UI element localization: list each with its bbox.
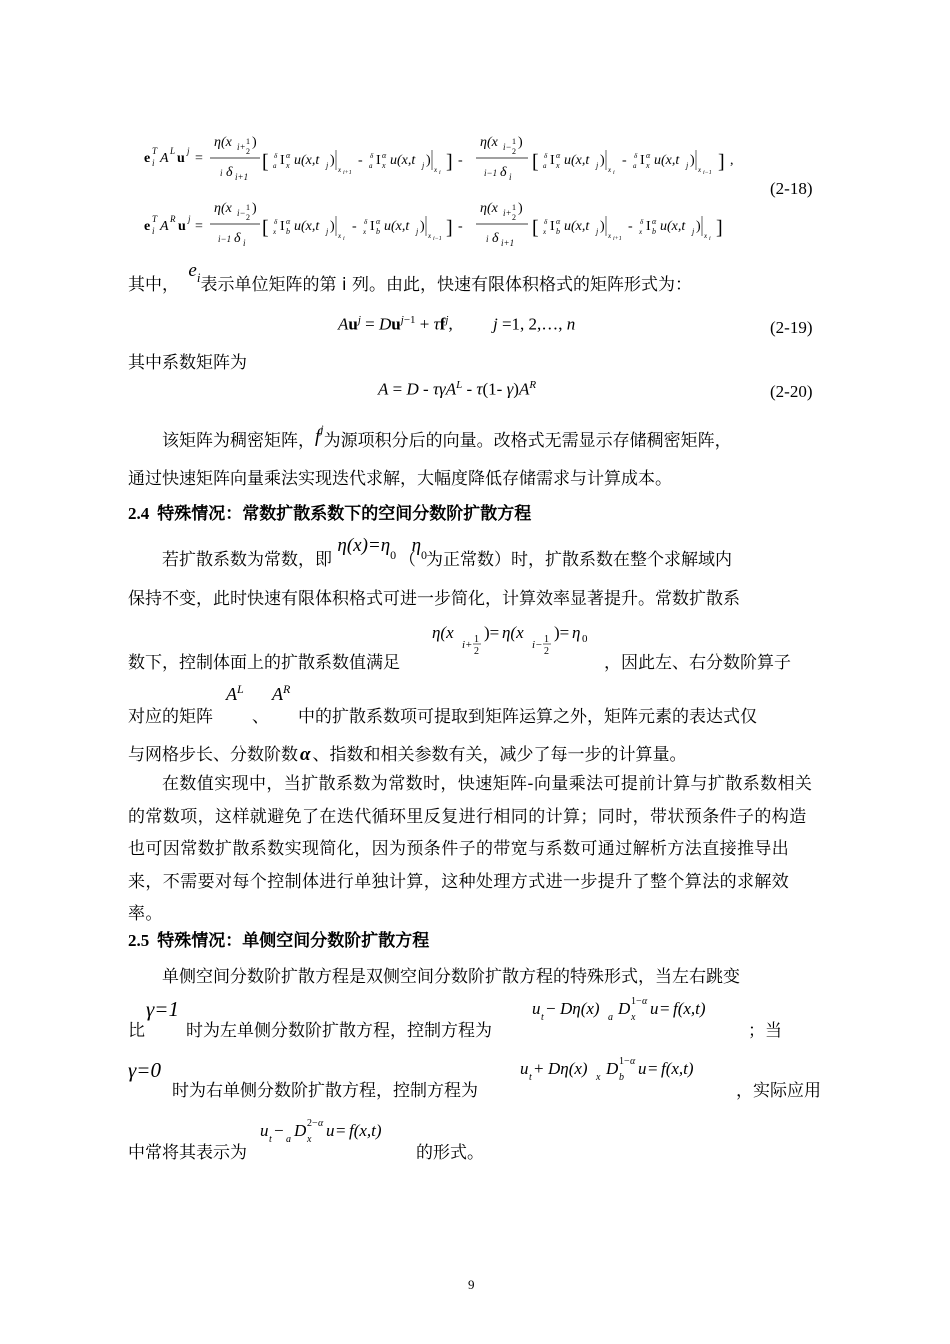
svg-text:j: j xyxy=(422,161,425,170)
svg-text:u(x,t: u(x,t xyxy=(294,219,320,234)
svg-text:[: [ xyxy=(532,217,539,239)
inline-right-equation xyxy=(518,1050,736,1090)
svg-text:2: 2 xyxy=(544,646,549,657)
svg-text:I: I xyxy=(376,153,381,168)
symbol-e: e xyxy=(188,260,197,281)
svg-text:a: a xyxy=(369,162,373,170)
svg-text:+: + xyxy=(534,1059,544,1078)
matrix-AL: $A^L$ xyxy=(226,682,244,704)
svg-text:]: ] xyxy=(446,151,453,173)
svg-text:-: - xyxy=(628,219,633,234)
svg-text:δ: δ xyxy=(640,218,644,226)
svg-text:x: x xyxy=(639,228,643,236)
svg-text:1: 1 xyxy=(246,203,250,212)
svg-text:2: 2 xyxy=(512,147,516,156)
svg-text:δ: δ xyxy=(500,165,507,180)
svg-text:): ) xyxy=(690,153,695,168)
paragraph-dense-matrix-line2: 通过快速矩阵向量乘法实现迭代求解，大幅度降低存储需求与计算成本。 xyxy=(128,469,672,489)
svg-text:t: t xyxy=(529,1072,532,1083)
svg-text:j: j xyxy=(596,227,599,236)
svg-text:1: 1 xyxy=(246,137,250,146)
paragraph-dense-matrix-line1: 该矩阵为稠密矩阵，$f^j$为源项积分后的向量。改格式无需显示存储稠密矩阵， xyxy=(162,422,732,451)
text-prefix: 其中， xyxy=(128,275,179,295)
svg-text:b: b xyxy=(286,227,290,236)
svg-text:i−: i− xyxy=(532,639,543,651)
svg-text:u: u xyxy=(326,1121,335,1140)
svg-text:u(x,t: u(x,t xyxy=(384,219,410,234)
svg-text:i: i xyxy=(152,226,155,236)
s25-line2-mid: 时为左单侧分数阶扩散方程，控制方程为 xyxy=(186,1021,492,1041)
svg-text:η: η xyxy=(572,623,581,642)
svg-text:i+1: i+1 xyxy=(501,238,515,248)
section-heading-2-5: 2.5 特殊情况：单侧空间分数阶扩散方程 xyxy=(128,931,430,951)
gamma-equals-zero: γ=0 xyxy=(128,1058,161,1082)
svg-text:j: j xyxy=(686,161,689,170)
svg-text:−: − xyxy=(274,1121,284,1140)
svg-text:u: u xyxy=(520,1059,529,1078)
equation-2-19: $Au^j = Du^{j-1} + \tau f^j$, j =1, 2,…, n xyxy=(338,314,576,334)
svg-text:f(x,t): f(x,t) xyxy=(673,999,706,1018)
s24-line5: 与网格步长、分数阶数 α 、指数和相关参数有关，减少了每一步的计算量。 xyxy=(128,744,687,765)
svg-text:α: α xyxy=(646,151,651,160)
svg-text:Dη(x): Dη(x) xyxy=(560,999,600,1018)
svg-text:i: i xyxy=(243,238,246,248)
svg-text:x: x xyxy=(704,232,708,240)
symbol-e-subscript: i xyxy=(196,270,201,285)
svg-text:x: x xyxy=(307,1134,312,1145)
svg-text:i+: i+ xyxy=(462,639,473,651)
svg-text:): ) xyxy=(252,201,257,216)
svg-text:j: j xyxy=(188,214,191,224)
svg-text:2: 2 xyxy=(246,147,250,156)
svg-text:u: u xyxy=(260,1121,269,1140)
svg-text:]: ] xyxy=(716,217,723,239)
svg-text:I: I xyxy=(280,153,285,168)
svg-text:i+1: i+1 xyxy=(343,170,352,176)
svg-text:j: j xyxy=(416,227,419,236)
svg-text:η(x: η(x xyxy=(432,623,454,642)
svg-text:A: A xyxy=(160,219,169,234)
svg-text:j: j xyxy=(692,227,695,236)
svg-text:)=: )= xyxy=(554,623,570,642)
svg-text:α: α xyxy=(630,1056,636,1067)
s24-line4-end: 中的扩散系数项可提取到矩阵运算之外，矩阵元素的表达式仅 xyxy=(298,707,757,727)
svg-text:-: - xyxy=(352,219,357,234)
svg-text:u: u xyxy=(177,151,185,166)
svg-text:u: u xyxy=(650,999,659,1018)
svg-text:a: a xyxy=(608,1012,613,1023)
svg-text:α: α xyxy=(286,151,291,160)
svg-text:[: [ xyxy=(532,151,539,173)
svg-text:i: i xyxy=(152,158,155,168)
svg-text:): ) xyxy=(600,219,605,234)
svg-text:u(x,t: u(x,t xyxy=(294,153,320,168)
svg-text:x: x xyxy=(608,166,612,174)
inline-standard-equation xyxy=(258,1112,424,1152)
svg-text:x: x xyxy=(363,228,367,236)
svg-text:b: b xyxy=(652,227,656,236)
svg-text:t: t xyxy=(269,1134,272,1145)
svg-text:u(x,t: u(x,t xyxy=(390,153,416,168)
svg-text:u: u xyxy=(178,219,186,234)
svg-text:a: a xyxy=(273,162,277,170)
svg-text:x: x xyxy=(631,1012,636,1023)
inline-left-equation xyxy=(530,990,748,1030)
svg-text:a: a xyxy=(633,162,637,170)
svg-text:δ: δ xyxy=(274,218,278,226)
svg-text:)=: )= xyxy=(484,623,500,642)
svg-text:x: x xyxy=(434,166,438,174)
svg-text:-: - xyxy=(622,153,627,168)
svg-text:α: α xyxy=(382,151,387,160)
s25-line4-end: 的形式。 xyxy=(416,1143,484,1163)
svg-text:): ) xyxy=(600,153,605,168)
section-heading-2-4: 2.4 特殊情况：常数扩散系数下的空间分数阶扩散方程 xyxy=(128,504,532,524)
svg-text:i: i xyxy=(343,236,345,242)
svg-text:L: L xyxy=(170,146,176,156)
svg-text:A: A xyxy=(160,151,169,166)
svg-text:1−: 1− xyxy=(631,996,642,1007)
svg-text:x: x xyxy=(646,161,650,170)
svg-text:x: x xyxy=(608,232,612,240)
s25-line3-mid: 时为右单侧分数阶扩散方程，控制方程为 xyxy=(172,1081,478,1101)
svg-text:j: j xyxy=(326,161,329,170)
svg-text:j: j xyxy=(187,146,190,156)
s24-line3: 数下，控制体面上的扩散系数值满足 xyxy=(128,653,400,673)
svg-text:): ) xyxy=(696,219,701,234)
s25-line3-end: ，实际应用 xyxy=(736,1081,821,1101)
svg-text:η(x: η(x xyxy=(214,201,232,216)
matrix-AR: $A^R$ xyxy=(272,682,291,704)
s24-line4: 对应的矩阵 xyxy=(128,707,213,727)
svg-text:η(x: η(x xyxy=(480,201,498,216)
svg-text:j: j xyxy=(596,161,599,170)
svg-text:D: D xyxy=(294,1121,307,1140)
svg-text:=: = xyxy=(336,1121,346,1140)
svg-text:e: e xyxy=(144,151,151,166)
svg-text:): ) xyxy=(426,153,431,168)
matrix-separator: 、 xyxy=(252,707,269,727)
svg-text:): ) xyxy=(252,135,257,150)
text-ei-desc: 表示单位矩阵的第 i 列。由此，快速有限体积格式的矩阵形式为： xyxy=(200,275,692,295)
svg-text:x: x xyxy=(286,161,290,170)
svg-text:f(x,t): f(x,t) xyxy=(349,1121,382,1140)
svg-text:x: x xyxy=(273,228,277,236)
svg-text:1: 1 xyxy=(512,137,516,146)
svg-text:x: x xyxy=(428,232,432,240)
svg-text:I: I xyxy=(646,219,651,234)
equation-number-2-18: (2-18) xyxy=(770,179,813,198)
svg-text:α: α xyxy=(376,217,381,226)
svg-text:x: x xyxy=(596,1072,601,1083)
svg-text:-: - xyxy=(458,153,463,168)
svg-text:[: [ xyxy=(262,217,269,239)
svg-text:α: α xyxy=(556,151,561,160)
svg-text:i−: i− xyxy=(503,142,512,152)
svg-text:1: 1 xyxy=(474,634,479,645)
svg-text:i+1: i+1 xyxy=(613,236,622,242)
svg-text:2: 2 xyxy=(246,213,250,222)
svg-text:α: α xyxy=(286,217,291,226)
svg-text:,: , xyxy=(730,153,734,168)
svg-text:): ) xyxy=(420,219,425,234)
svg-text:): ) xyxy=(330,219,335,234)
svg-text:x: x xyxy=(556,161,560,170)
svg-text:δ: δ xyxy=(234,231,241,246)
svg-text:u(x,t: u(x,t xyxy=(654,153,680,168)
svg-text:e: e xyxy=(144,219,151,234)
equation-2-18 xyxy=(140,128,770,248)
s24-line3-end: ，因此左、右分数阶算子 xyxy=(604,653,791,673)
svg-text:η(x: η(x xyxy=(502,623,524,642)
paragraph-ei xyxy=(128,260,692,296)
svg-text:=: = xyxy=(660,999,670,1018)
svg-text:η(x: η(x xyxy=(480,135,498,150)
svg-text:R: R xyxy=(170,214,176,224)
s25-line2-start: 比 xyxy=(128,1021,145,1041)
svg-text:x: x xyxy=(338,166,342,174)
svg-text:I: I xyxy=(550,153,555,168)
svg-text:Dη(x): Dη(x) xyxy=(548,1059,588,1078)
s24-line1: 若扩散系数为常数，即 $\eta(x)=\eta_0$ $\eta_0$（ 为正常数）时，扩散系数在整个求解域内 xyxy=(162,535,733,570)
s25-line1: 单侧空间分数阶扩散方程是双侧空间分数阶扩散方程的特殊形式，当左右跳变 xyxy=(162,967,740,987)
svg-text:0: 0 xyxy=(582,633,588,645)
svg-text:δ: δ xyxy=(544,218,548,226)
svg-text:f(x,t): f(x,t) xyxy=(661,1059,694,1078)
svg-text:I: I xyxy=(640,153,645,168)
svg-text:t: t xyxy=(541,1012,544,1023)
svg-text:α: α xyxy=(652,217,657,226)
s25-line4-start: 中常将其表示为 xyxy=(128,1143,247,1163)
svg-text:u: u xyxy=(638,1059,647,1078)
svg-text:=: = xyxy=(195,151,203,166)
svg-text:α: α xyxy=(642,996,648,1007)
svg-text:i: i xyxy=(486,234,489,244)
svg-text:): ) xyxy=(518,135,523,150)
svg-text:j: j xyxy=(326,227,329,236)
svg-text:δ: δ xyxy=(226,165,233,180)
svg-text:2−: 2− xyxy=(307,1118,318,1129)
gamma-equals-one: γ=1 xyxy=(146,997,179,1021)
svg-text:δ: δ xyxy=(364,218,368,226)
svg-text:b: b xyxy=(376,227,380,236)
svg-text:i−1: i−1 xyxy=(703,170,712,176)
svg-text:1−: 1− xyxy=(619,1056,630,1067)
svg-text:i+: i+ xyxy=(237,142,246,152)
svg-text:T: T xyxy=(152,146,158,156)
svg-text:x: x xyxy=(698,166,702,174)
svg-text:i−1: i−1 xyxy=(218,234,232,244)
svg-text:D: D xyxy=(618,999,631,1018)
page-number: 9 xyxy=(468,1277,475,1292)
inline-eta-condition xyxy=(428,614,604,662)
svg-text:δ: δ xyxy=(634,152,638,160)
svg-text:2: 2 xyxy=(512,213,516,222)
svg-text:u(x,t: u(x,t xyxy=(660,219,686,234)
svg-text:u: u xyxy=(532,999,541,1018)
svg-text:i: i xyxy=(220,168,223,178)
svg-text:b: b xyxy=(619,1072,624,1083)
svg-text:u(x,t: u(x,t xyxy=(564,153,590,168)
svg-text:x: x xyxy=(338,232,342,240)
svg-text:1: 1 xyxy=(544,634,549,645)
s24-paragraph2: 在数值实现中，当扩散系数为常数时，快速矩阵-向量乘法可提前计算与扩散系数相关的常数项，这样就避免了在迭代循环里反复进行相同的计算；同时，带状预条件子的构造也可因常数扩散系数实现简化，因为预条件子的带宽与系数可通过解析方法直接推导出来，不需要对每个控制体进行单独计算，这种处理方式进一步提升了整个算法的求解效率。 xyxy=(128,774,813,924)
svg-text:x: x xyxy=(382,161,386,170)
svg-text:i+: i+ xyxy=(503,208,512,218)
s25-line2-end: ；当 xyxy=(748,1021,782,1041)
svg-text:2: 2 xyxy=(474,646,479,657)
svg-text:δ: δ xyxy=(274,152,278,160)
svg-text:a: a xyxy=(286,1134,291,1145)
equation-number-2-20: (2-20) xyxy=(770,382,813,401)
svg-text:α: α xyxy=(556,217,561,226)
svg-text:x: x xyxy=(543,228,547,236)
svg-text:): ) xyxy=(518,201,523,216)
svg-text:δ: δ xyxy=(492,231,499,246)
svg-text:D: D xyxy=(606,1059,619,1078)
svg-text:i−: i− xyxy=(237,208,246,218)
equation-2-20: A = D - τγA$^L$ - τ(1- $\gamma)A^R$ xyxy=(378,379,537,399)
svg-text:]: ] xyxy=(446,217,453,239)
svg-text:i: i xyxy=(439,170,441,176)
svg-text:I: I xyxy=(370,219,375,234)
paragraph-coefficient-matrix: 其中系数矩阵为 xyxy=(128,353,247,373)
svg-text:T: T xyxy=(152,214,158,224)
svg-text:α: α xyxy=(318,1118,324,1129)
svg-text:=: = xyxy=(648,1059,658,1078)
svg-text:1: 1 xyxy=(512,203,516,212)
svg-text:η(x: η(x xyxy=(214,135,232,150)
svg-text:I: I xyxy=(550,219,555,234)
svg-text:b: b xyxy=(556,227,560,236)
svg-text:−: − xyxy=(546,999,556,1018)
svg-text:I: I xyxy=(280,219,285,234)
svg-text:i+1: i+1 xyxy=(235,172,249,182)
svg-text:): ) xyxy=(330,153,335,168)
equation-number-2-19: (2-19) xyxy=(770,318,813,337)
svg-text:i: i xyxy=(613,170,615,176)
svg-text:u(x,t: u(x,t xyxy=(564,219,590,234)
svg-text:i−1: i−1 xyxy=(433,236,442,242)
svg-text:δ: δ xyxy=(544,152,548,160)
svg-text:i−1: i−1 xyxy=(484,168,498,178)
svg-text:]: ] xyxy=(718,151,725,173)
svg-text:i: i xyxy=(709,236,711,242)
s24-line2: 保持不变，此时快速有限体积格式可进一步简化，计算效率显著提升。常数扩散系 xyxy=(128,589,740,609)
svg-text:i: i xyxy=(509,172,512,182)
svg-text:a: a xyxy=(543,162,547,170)
svg-text:δ: δ xyxy=(370,152,374,160)
svg-text:[: [ xyxy=(262,151,269,173)
svg-text:=: = xyxy=(195,219,203,234)
svg-text:-: - xyxy=(358,153,363,168)
svg-text:-: - xyxy=(458,219,463,234)
